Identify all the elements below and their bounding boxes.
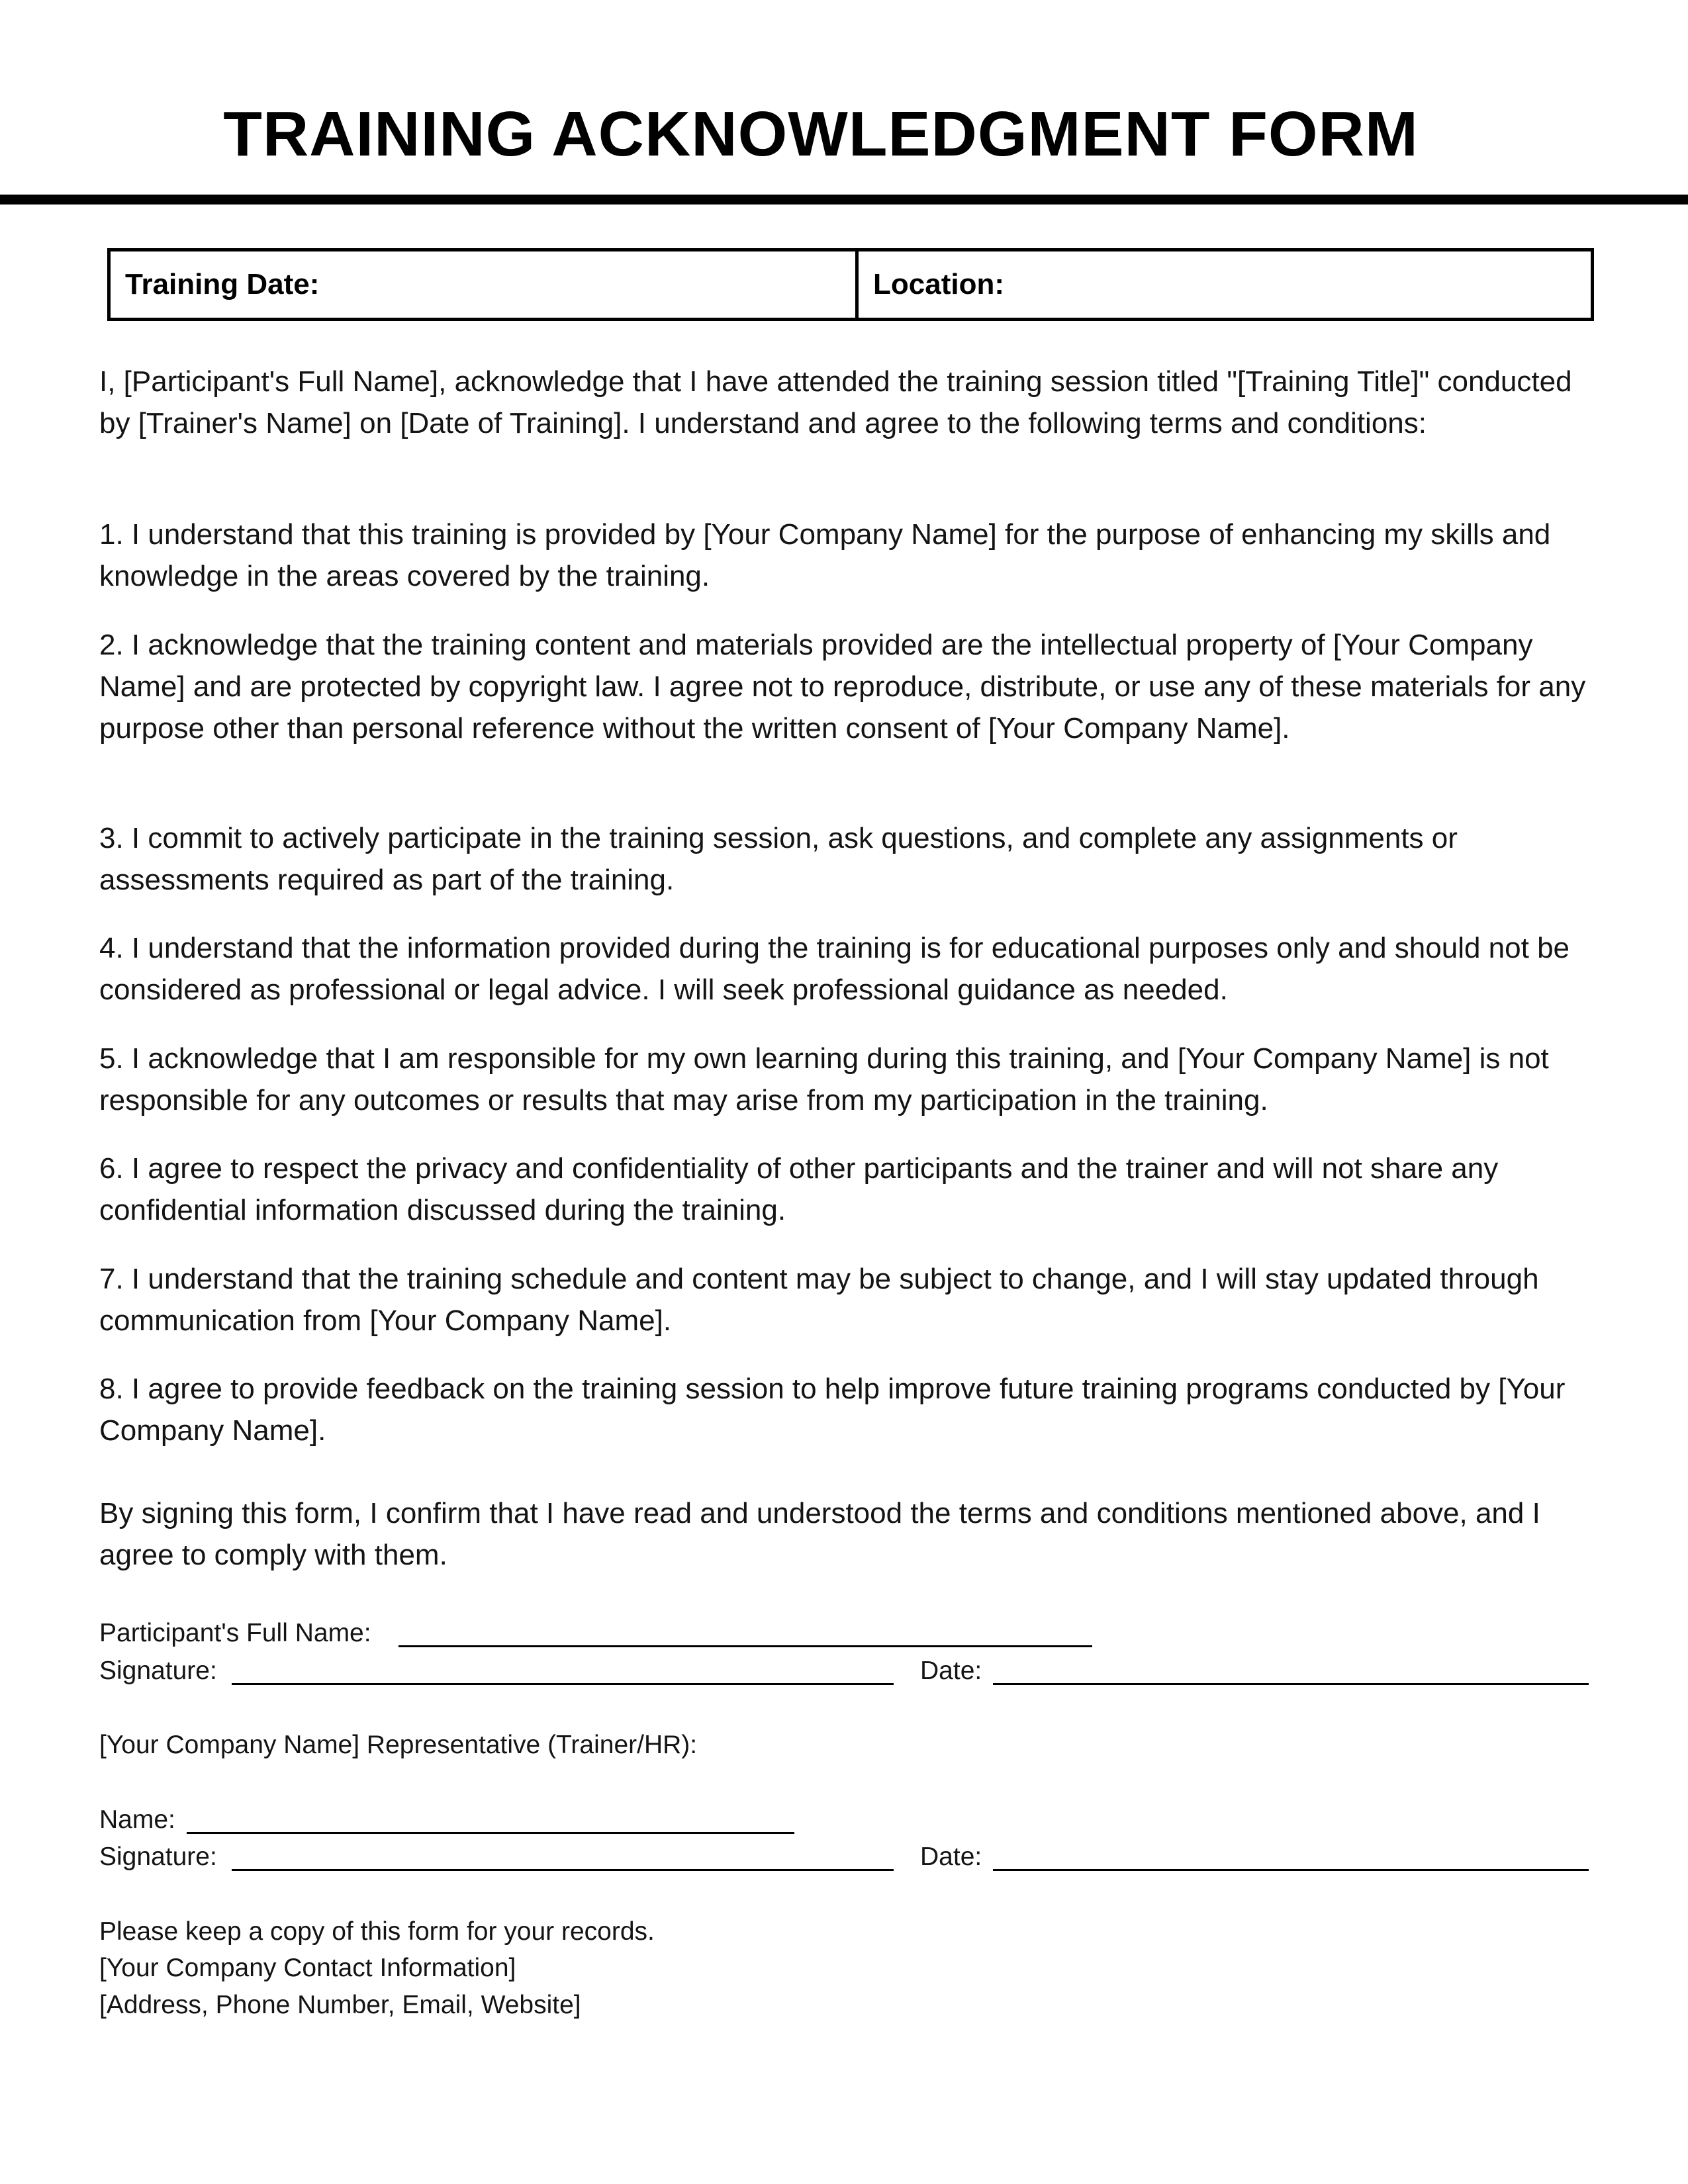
participant-signature-line[interactable] — [232, 1683, 894, 1685]
term-6: 6. I agree to respect the privacy and confidentiality of other participants and the trainer and will not share any confidential information discussed during the training. — [99, 1152, 1499, 1226]
location-field[interactable] — [859, 251, 1591, 318]
representative-name-label: Name: — [99, 1805, 175, 1834]
term-3: 3. I commit to actively participate in the training session, ask questions, and complete any assignments or assessments required as part of the training. — [99, 822, 1458, 896]
keep-copy-note: Please keep a copy of this form for your records. — [99, 1917, 655, 1946]
term-4: 4. I understand that the information provided during the training is for educational purposes only and should not be considered as professional or legal advice. I will seek professional guidance as needed. — [99, 932, 1570, 1006]
company-contact: [Your Company Contact Information] — [99, 1954, 516, 1982]
participant-name-label: Participant's Full Name: — [99, 1619, 371, 1647]
term-2: 2. I acknowledge that the training content and materials provided are the intellectual property of [Your Company Name] and are protected by copyright law. I agree not to reproduce, distribute, or use any of these materials for any purpose other than personal reference without the written consent of [Your Company Name]. — [99, 629, 1586, 745]
participant-signature-label: Signature: — [99, 1657, 217, 1685]
confirmation-paragraph: By signing this form, I confirm that I have read and understood the terms and conditions mentioned above, and I agree to comply with them. — [99, 1497, 1540, 1571]
term-1: 1. I understand that this training is provided by [Your Company Name] for the purpose of enhancing my skills and knowledge in the areas covered by the training. — [99, 518, 1551, 592]
company-address: [Address, Phone Number, Email, Website] — [99, 1991, 581, 2019]
info-table — [107, 248, 1594, 321]
participant-date-line[interactable] — [993, 1683, 1589, 1685]
representative-name-line[interactable] — [187, 1832, 794, 1834]
representative-signature-line[interactable] — [232, 1869, 894, 1871]
participant-name-line[interactable] — [399, 1645, 1092, 1647]
term-7: 7. I understand that the training schedule and content may be subject to change, and I will stay updated through communication from [Your Company Name]. — [99, 1263, 1539, 1337]
term-5: 5. I acknowledge that I am responsible for my own learning during this training, and [Your Company Name] is not responsible for any outcomes or results that may arise from my participation in the training. — [99, 1042, 1549, 1116]
representative-date-line[interactable] — [993, 1869, 1589, 1871]
participant-date-label: Date: — [920, 1657, 982, 1685]
training-date-field[interactable] — [111, 251, 859, 318]
representative-heading: [Your Company Name] Representative (Trainer/HR): — [99, 1731, 698, 1759]
term-8: 8. I agree to provide feedback on the training session to help improve future training programs conducted by [Your Company Name]. — [99, 1373, 1566, 1447]
form-title: TRAINING ACKNOWLEDGMENT FORM — [223, 99, 1419, 169]
training-date-label: Training Date: — [125, 268, 320, 300]
location-label: Location: — [873, 268, 1004, 300]
representative-signature-label: Signature: — [99, 1843, 217, 1871]
title-divider — [0, 195, 1688, 205]
intro-paragraph: I, [Participant's Full Name], acknowledge that I have attended the training session titled "[Training Title]" conducted by [Trainer's Name] on [Date of Training]. I understand and agree to the following terms and conditions: — [99, 365, 1572, 439]
representative-date-label: Date: — [920, 1843, 982, 1871]
